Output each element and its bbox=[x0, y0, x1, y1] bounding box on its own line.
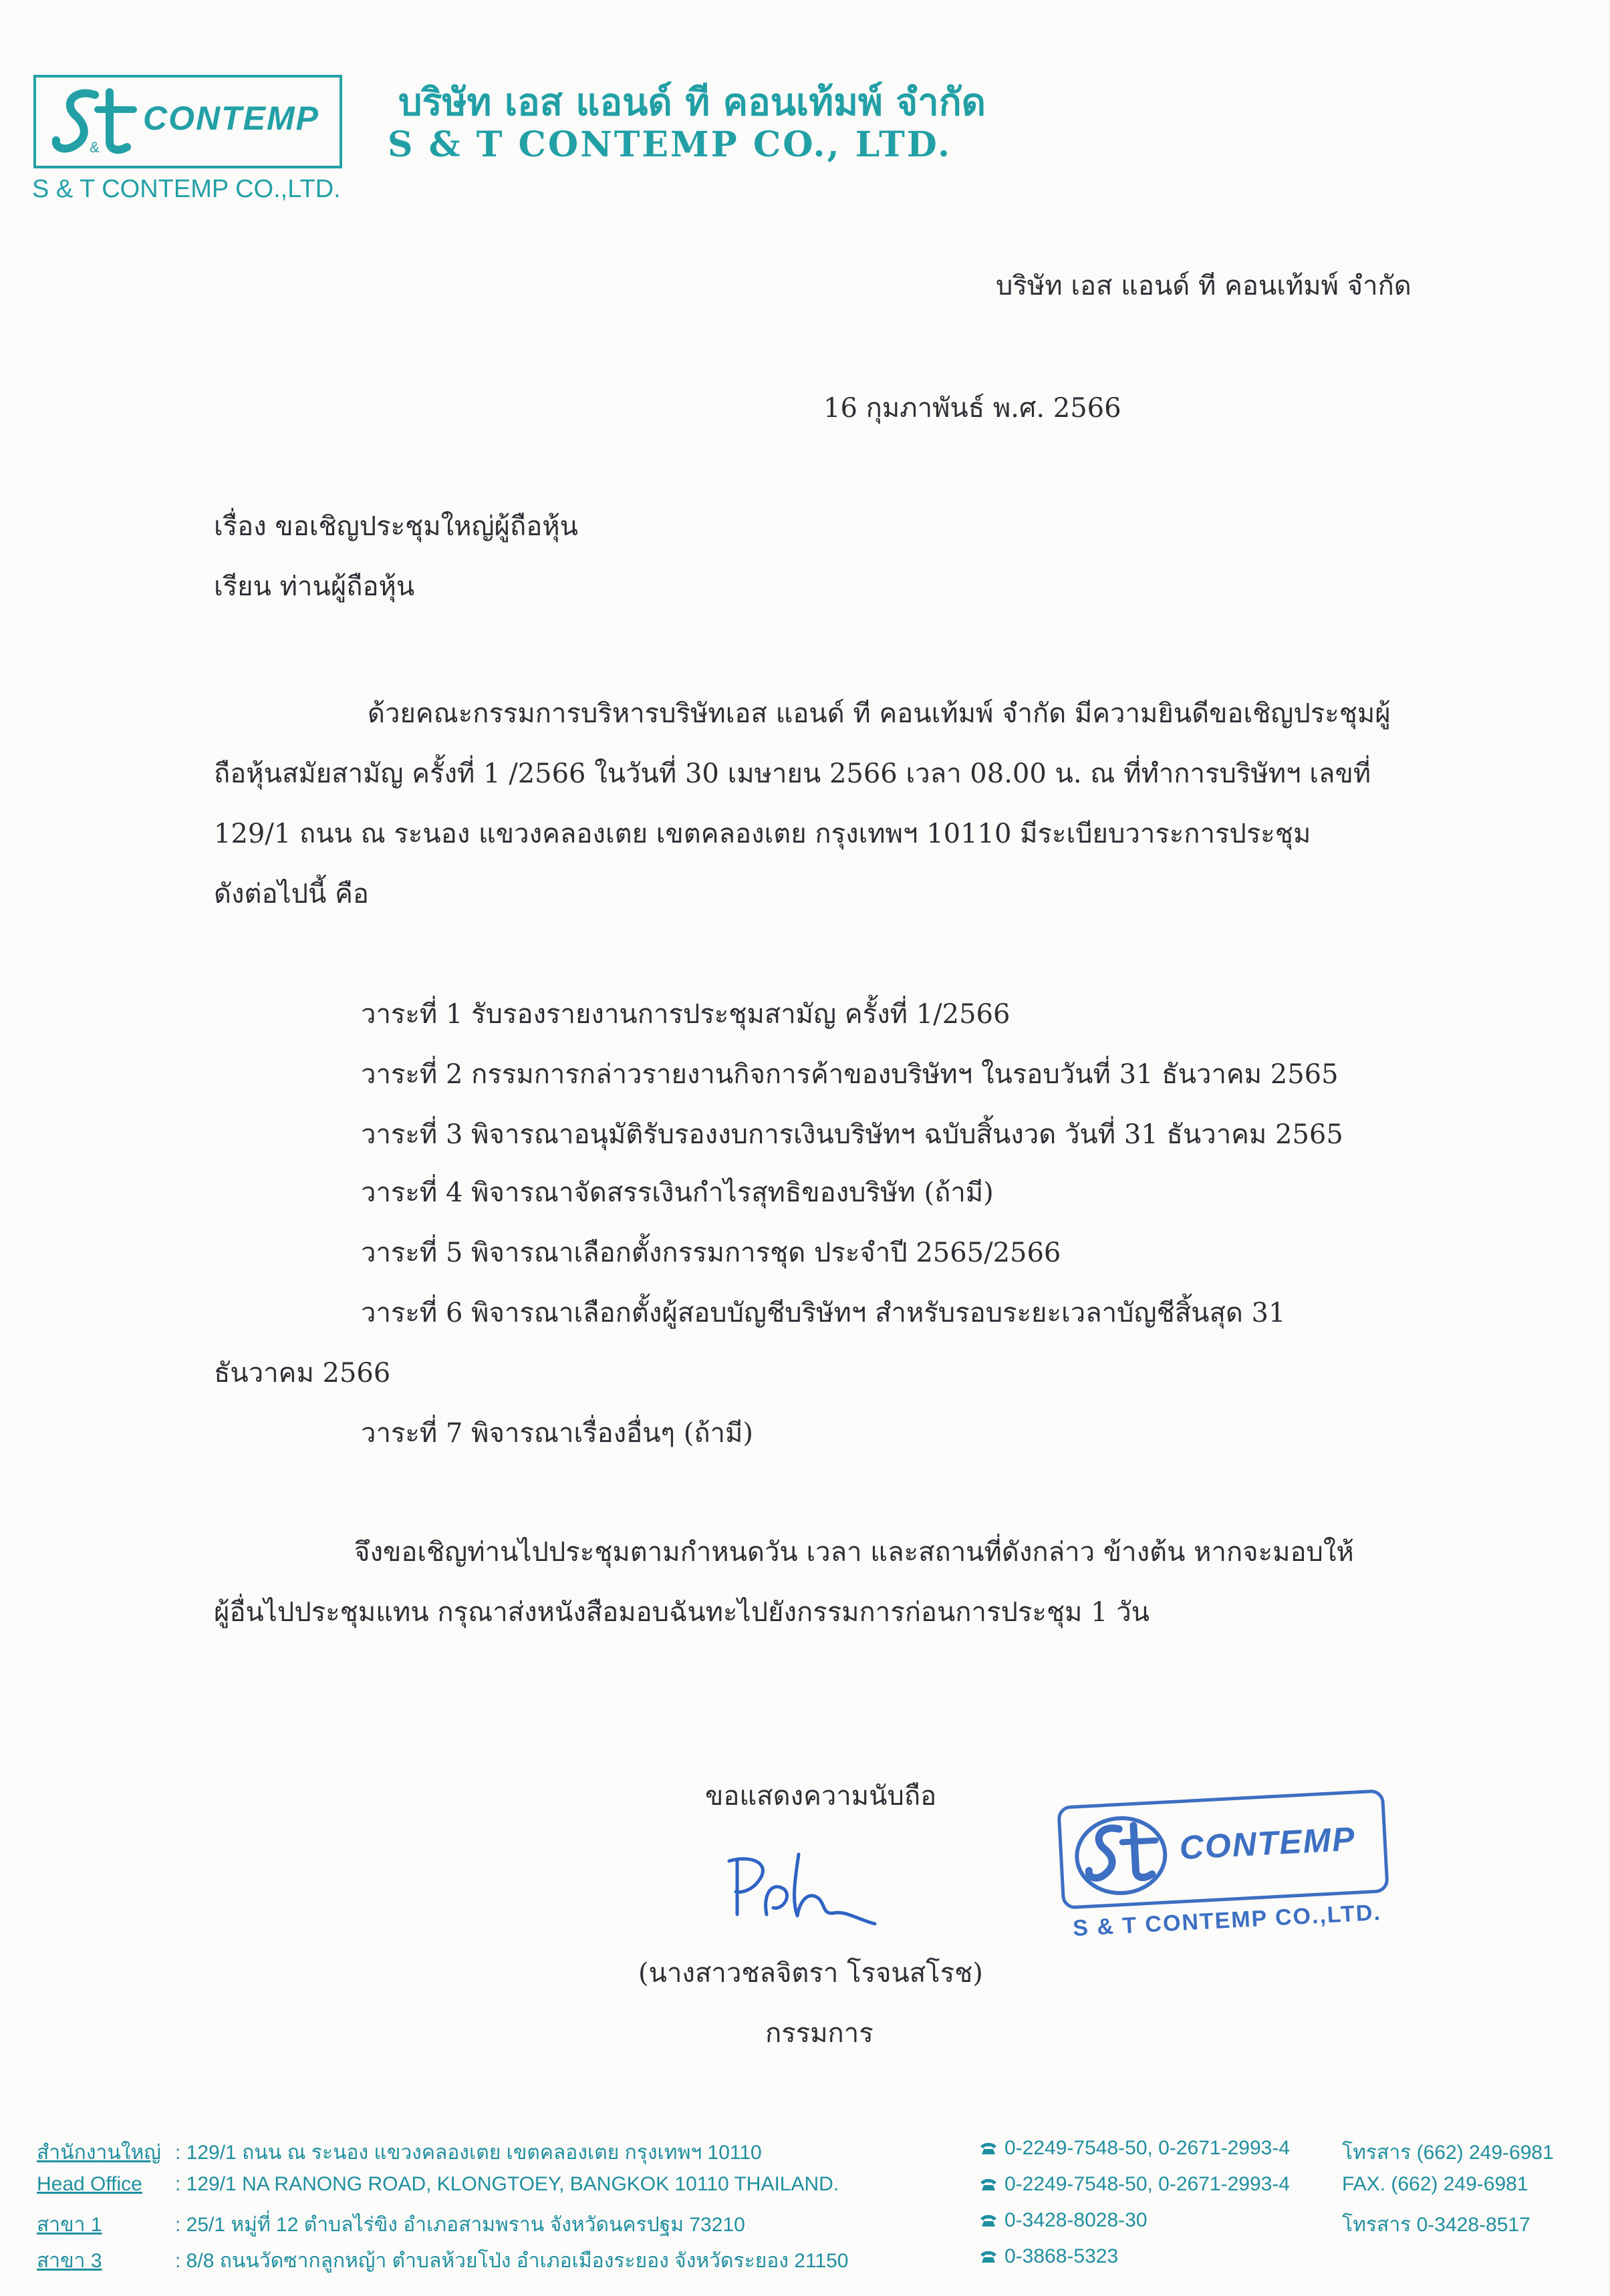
closing-line: จึงขอเชิญท่านไปประชุมตามกำหนดวัน เวลา และสถานที่ดังกล่าว ข้างต้น หากจะมอบให้ bbox=[354, 1537, 1354, 1568]
agenda-item-continued: ธันวาคม 2566 bbox=[214, 1358, 391, 1389]
footer-label: สาขา 1 bbox=[37, 2214, 102, 2236]
footer-label: สาขา 3 bbox=[37, 2250, 102, 2272]
svg-text:&: & bbox=[90, 139, 100, 156]
agenda-item: วาระที่ 4 พิจารณาจัดสรรเงินกำไรสุทธิของบริษัท (ถ้ามี) bbox=[361, 1177, 994, 1208]
footer-phone: 0-2249-7548-50, 0-2671-2993-4 bbox=[979, 2137, 1290, 2160]
footer-address: : 25/1 หมู่ที่ 12 ตำบลไร่ขิง อำเภอสามพราน จังหวัดนครปฐม 73210 bbox=[175, 2214, 745, 2236]
footer-phone: 0-2249-7548-50, 0-2671-2993-4 bbox=[979, 2173, 1290, 2196]
stamp-wordmark: CONTEMP bbox=[1178, 1820, 1357, 1867]
letter-subject: เรื่อง ขอเชิญประชุมใหญ่ผู้ถือหุ้น bbox=[214, 511, 578, 542]
signer-title: กรรมการ bbox=[765, 2018, 874, 2049]
agenda-item: วาระที่ 7 พิจารณาเรื่องอื่นๆ (ถ้ามี) bbox=[361, 1418, 753, 1449]
company-name-english: S & T CONTEMP CO., LTD. bbox=[388, 124, 952, 165]
intro-line: ดังต่อไปนี้ คือ bbox=[214, 879, 369, 909]
footer-address: : 8/8 ถนนวัดซากลูกหญ้า ตำบลห้วยโป่ง อำเภอเมืองระยอง จังหวัดระยอง 21150 bbox=[175, 2250, 849, 2272]
company-name-thai: บริษัท เอส แอนด์ ที คอนเท้มพ์ จำกัด bbox=[398, 81, 986, 124]
signer-name: (นางสาวชลจิตรา โรจนสโรช) bbox=[638, 1958, 983, 1989]
footer-label: สำนักงานใหญ่ bbox=[37, 2142, 161, 2164]
agenda-item: วาระที่ 1 รับรองรายงานการประชุมสามัญ ครั้งที่ 1/2566 bbox=[361, 999, 1011, 1030]
intro-line: ด้วยคณะกรรมการบริหารบริษัทเอส แอนด์ ที คอนเท้มพ์ จำกัด มีความยินดีขอเชิญประชุมผู้ bbox=[368, 698, 1391, 729]
agenda-item: วาระที่ 2 กรรมการกล่าวรายงานกิจการค้าของบริษัทฯ ในรอบวันที่ 31 ธันวาคม 2565 bbox=[361, 1059, 1339, 1090]
intro-line: ถือหุ้นสมัยสามัญ ครั้งที่ 1 /2566 ในวันที่ 30 เมษายน 2566 เวลา 08.00 น. ณ ที่ทำการบริษัทฯ เลขที่ bbox=[214, 758, 1371, 789]
company-stamp bbox=[1057, 1789, 1389, 1909]
agenda-item: วาระที่ 3 พิจารณาอนุมัติรับรองงบการเงินบริษัทฯ ฉบับสิ้นงวด วันที่ 31 ธันวาคม 2565 bbox=[361, 1119, 1343, 1150]
company-logo bbox=[33, 75, 342, 168]
footer-fax: โทรสาร 0-3428-8517 bbox=[1342, 2214, 1530, 2236]
footer-label: Head Office bbox=[37, 2173, 142, 2195]
footer-address: : 129/1 NA RANONG ROAD, KLONGTOEY, BANGKOK 10110 THAILAND. bbox=[175, 2173, 839, 2195]
agenda-item: วาระที่ 5 พิจารณาเลือกตั้งกรรมการชุด ประจำปี 2565/2566 bbox=[361, 1238, 1061, 1268]
intro-line: 129/1 ถนน ณ ระนอง แขวงคลองเตย เขตคลองเตย กรุงเทพฯ 10110 มีระเบียบวาระการประชุม bbox=[214, 819, 1311, 849]
footer-fax: โทรสาร (662) 249-6981 bbox=[1342, 2142, 1554, 2164]
footer-phone: 0-3868-5323 bbox=[979, 2245, 1118, 2268]
telephone-icon bbox=[979, 2141, 998, 2156]
telephone-icon bbox=[979, 2213, 998, 2228]
footer-phone: 0-3428-8028-30 bbox=[979, 2209, 1148, 2232]
footer-fax: FAX. (662) 249-6981 bbox=[1342, 2173, 1528, 2195]
logo-caption: S & T CONTEMP CO.,LTD. bbox=[32, 175, 341, 203]
st-monogram-icon bbox=[48, 83, 142, 162]
telephone-icon bbox=[979, 2177, 998, 2192]
letter-salutation: เรียน ท่านผู้ถือหุ้น bbox=[214, 571, 415, 602]
sender-line: บริษัท เอส แอนด์ ที คอนเท้มพ์ จำกัด bbox=[996, 271, 1412, 301]
stamp-caption: S & T CONTEMP CO.,LTD. bbox=[1072, 1899, 1382, 1942]
st-monogram-icon bbox=[1069, 1809, 1174, 1901]
footer-address: : 129/1 ถนน ณ ระนอง แขวงคลองเตย เขตคลองเตย กรุงเทพฯ 10110 bbox=[175, 2142, 762, 2164]
agenda-item: วาระที่ 6 พิจารณาเลือกตั้งผู้สอบบัญชีบริษัทฯ สำหรับรอบระยะเวลาบัญชีสิ้นสุด 31 bbox=[361, 1298, 1286, 1328]
telephone-icon bbox=[979, 2249, 998, 2264]
signature bbox=[725, 1841, 879, 1930]
logo-wordmark: CONTEMP bbox=[143, 100, 319, 137]
closing-line: ผู้อื่นไปประชุมแทน กรุณาส่งหนังสือมอบฉันทะไปยังกรรมการก่อนการประชุม 1 วัน bbox=[214, 1597, 1150, 1628]
regards: ขอแสดงความนับถือ bbox=[705, 1781, 937, 1812]
letter-date: 16 กุมภาพันธ์ พ.ศ. 2566 bbox=[823, 393, 1121, 424]
